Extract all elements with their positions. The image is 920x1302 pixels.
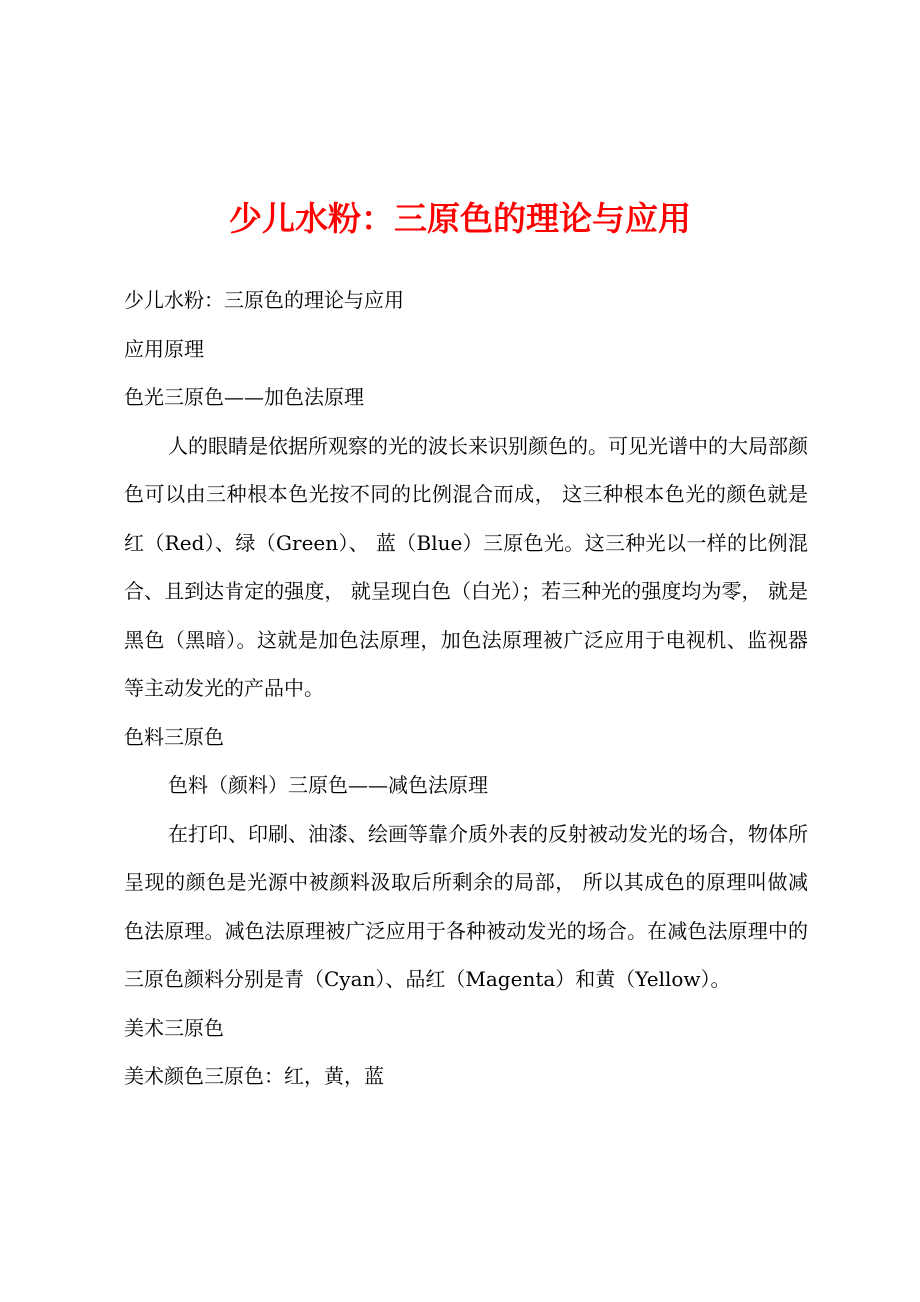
art-primaries-line: 美术颜色三原色：红，黄，蓝 <box>124 1064 384 1088</box>
document-body <box>124 276 808 1101</box>
section-heading-application: 应用原理 <box>124 336 204 361</box>
section-heading-pigment-primaries: 色料三原色 <box>124 724 224 749</box>
section-heading-art-primaries: 美术三原色 <box>124 1015 224 1040</box>
section-heading-light-primaries: 色光三原色——加色法原理 <box>124 385 364 409</box>
subsection-heading-subtractive: 色料（颜料）三原色——减色法原理 <box>168 773 488 797</box>
paragraph-subtractive-principle: 在打印、印刷、油漆、绘画等靠介质外表的反射被动发光的场合，物体所呈现的颜色是光源中被颜料汲取后所剩余的局部， 所以其成色的原理叫做减色法原理。减色法原理被广泛应用于各种被动发光的场合。在减色法原理中的三原色颜料分别是青（Cyan）、品红（Magenta）和黄（Yellow）。 <box>124 821 808 991</box>
paragraph-additive-principle: 人的眼睛是依据所观察的光的波长来识别颜色的。可见光谱中的大局部颜色可以由三种根本色光按不同的比例混合而成， 这三种根本色光的颜色就是红（Red）、绿（Green）、 蓝（Blue）三原色光。这三种光以一样的比例混合、且到达肯定的强度， 就呈现白色（白光）；若三种光的强度均为零， 就是黑色（黑暗）。这就是加色法原理，加色法原理被广泛应用于电视机、监视器等主动发光的产品中。 <box>124 433 808 700</box>
document-title: 少儿水粉：三原色的理论与应用 <box>229 199 691 238</box>
subtitle-line: 少儿水粉：三原色的理论与应用 <box>124 288 404 312</box>
